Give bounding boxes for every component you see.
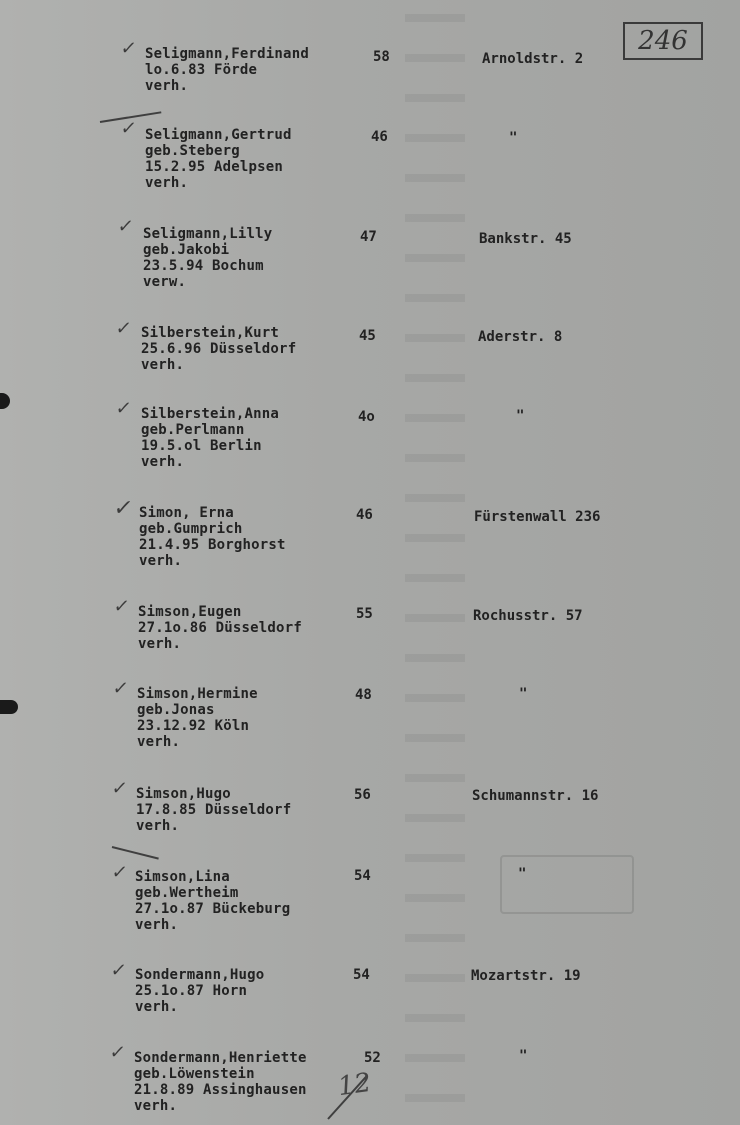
marital-status: verh.: [138, 636, 182, 652]
age: 46: [371, 129, 388, 145]
person-name-block: [141, 406, 279, 470]
show-through-stamp-text: [405, 0, 465, 1125]
person-name-block: [138, 604, 302, 652]
address: Schumannstr. 16: [472, 788, 599, 804]
person-name: Simon, Erna: [139, 505, 234, 521]
maiden-name: geb.Wertheim: [135, 885, 239, 901]
maiden-name: geb.Jakobi: [143, 242, 230, 258]
check-mark-icon: ✓: [111, 678, 130, 699]
page-number-box: 246: [623, 22, 703, 60]
age: 54: [353, 967, 370, 983]
birth-info: 27.1o.86 Düsseldorf: [138, 620, 302, 636]
age: 46: [356, 507, 373, 523]
person-name: Simson,Lina: [135, 869, 230, 885]
age: 56: [354, 787, 371, 803]
person-name: Sondermann,Henriette: [134, 1050, 307, 1066]
age: 47: [360, 229, 377, 245]
marital-status: verh.: [141, 454, 185, 470]
person-name: Silberstein,Anna: [141, 406, 280, 422]
address: Aderstr. 8: [478, 329, 563, 345]
birth-info: 17.8.85 Düsseldorf: [136, 802, 292, 818]
check-mark-icon: ✓: [108, 1042, 127, 1063]
person-name-block: [134, 1050, 307, 1114]
ditto-mark: ": [509, 130, 518, 146]
marital-status: verh.: [136, 818, 180, 834]
marital-status: verh.: [145, 175, 189, 191]
check-mark-icon: ✓: [111, 496, 135, 521]
punch-hole-mark: [0, 700, 18, 714]
check-mark-icon: ✓: [119, 118, 138, 139]
address: Bankstr. 45: [479, 231, 572, 247]
address: Rochusstr. 57: [473, 608, 583, 624]
marital-status: verh.: [139, 553, 183, 569]
address: Arnoldstr. 2: [482, 51, 584, 67]
marital-status: verh.: [134, 1098, 178, 1114]
birth-info: 19.5.ol Berlin: [141, 438, 262, 454]
birth-info: 23.12.92 Köln: [137, 718, 250, 734]
person-name: Seligmann,Ferdinand: [145, 46, 309, 62]
ditto-mark: ": [518, 866, 527, 882]
maiden-name: geb.Steberg: [145, 143, 240, 159]
handwritten-number: 12: [336, 1067, 374, 1103]
ditto-mark: ": [519, 1048, 528, 1064]
person-name: Seligmann,Gertrud: [145, 127, 292, 143]
age: 58: [373, 49, 390, 65]
address: Mozartstr. 19: [471, 968, 581, 984]
marital-status: verh.: [135, 999, 179, 1015]
age: 54: [354, 868, 371, 884]
birth-info: 23.5.94 Bochum: [143, 258, 264, 274]
person-name-block: [141, 325, 296, 373]
check-mark-icon: ✓: [110, 862, 129, 883]
marital-status: verh.: [135, 917, 179, 933]
ditto-mark: ": [519, 686, 528, 702]
age: 45: [359, 328, 376, 344]
ditto-mark: ": [516, 408, 525, 424]
marital-status: verh.: [137, 734, 181, 750]
person-name: Sondermann,Hugo: [135, 967, 265, 983]
birth-info: 27.1o.87 Bückeburg: [135, 901, 291, 917]
check-mark-icon: ✓: [114, 318, 133, 339]
age: 55: [356, 606, 373, 622]
check-mark-icon: ✓: [119, 38, 138, 59]
check-mark-icon: ✓: [112, 596, 131, 617]
birth-info: 25.6.96 Düsseldorf: [141, 341, 297, 357]
age: 52: [364, 1050, 381, 1066]
age: 4o: [358, 409, 375, 425]
marital-status: verh.: [145, 78, 189, 94]
birth-info: 15.2.95 Adelpsen: [145, 159, 284, 175]
person-name: Simson,Eugen: [138, 604, 242, 620]
birth-info: lo.6.83 Förde: [145, 62, 258, 78]
marital-status: verw.: [143, 274, 187, 290]
pen-stroke: [112, 846, 159, 860]
birth-info: 21.4.95 Borghorst: [139, 537, 286, 553]
age: 48: [355, 687, 372, 703]
punch-hole-mark: [0, 393, 10, 409]
marital-status: verh.: [141, 357, 185, 373]
person-name-block: [136, 786, 291, 834]
person-name-block: [137, 686, 258, 750]
person-name: Simson,Hugo: [136, 786, 231, 802]
person-name-block: [139, 505, 286, 569]
person-name-block: [135, 967, 264, 1015]
person-name-block: [145, 46, 309, 94]
person-name-block: [145, 127, 292, 191]
maiden-name: geb.Perlmann: [141, 422, 245, 438]
person-name: Seligmann,Lilly: [143, 226, 273, 242]
person-name: Simson,Hermine: [137, 686, 258, 702]
birth-info: 25.1o.87 Horn: [135, 983, 248, 999]
faded-stamp: [500, 855, 634, 914]
maiden-name: geb.Jonas: [137, 702, 215, 718]
check-mark-icon: ✓: [114, 398, 133, 419]
check-mark-icon: ✓: [110, 778, 129, 799]
birth-info: 21.8.89 Assinghausen: [134, 1082, 307, 1098]
maiden-name: geb.Gumprich: [139, 521, 243, 537]
maiden-name: geb.Löwenstein: [134, 1066, 255, 1082]
person-name: Silberstein,Kurt: [141, 325, 280, 341]
check-mark-icon: ✓: [109, 960, 128, 981]
check-mark-icon: ✓: [116, 216, 135, 237]
person-name-block: [143, 226, 272, 290]
person-name-block: [135, 869, 290, 933]
address: Fürstenwall 236: [474, 509, 601, 525]
